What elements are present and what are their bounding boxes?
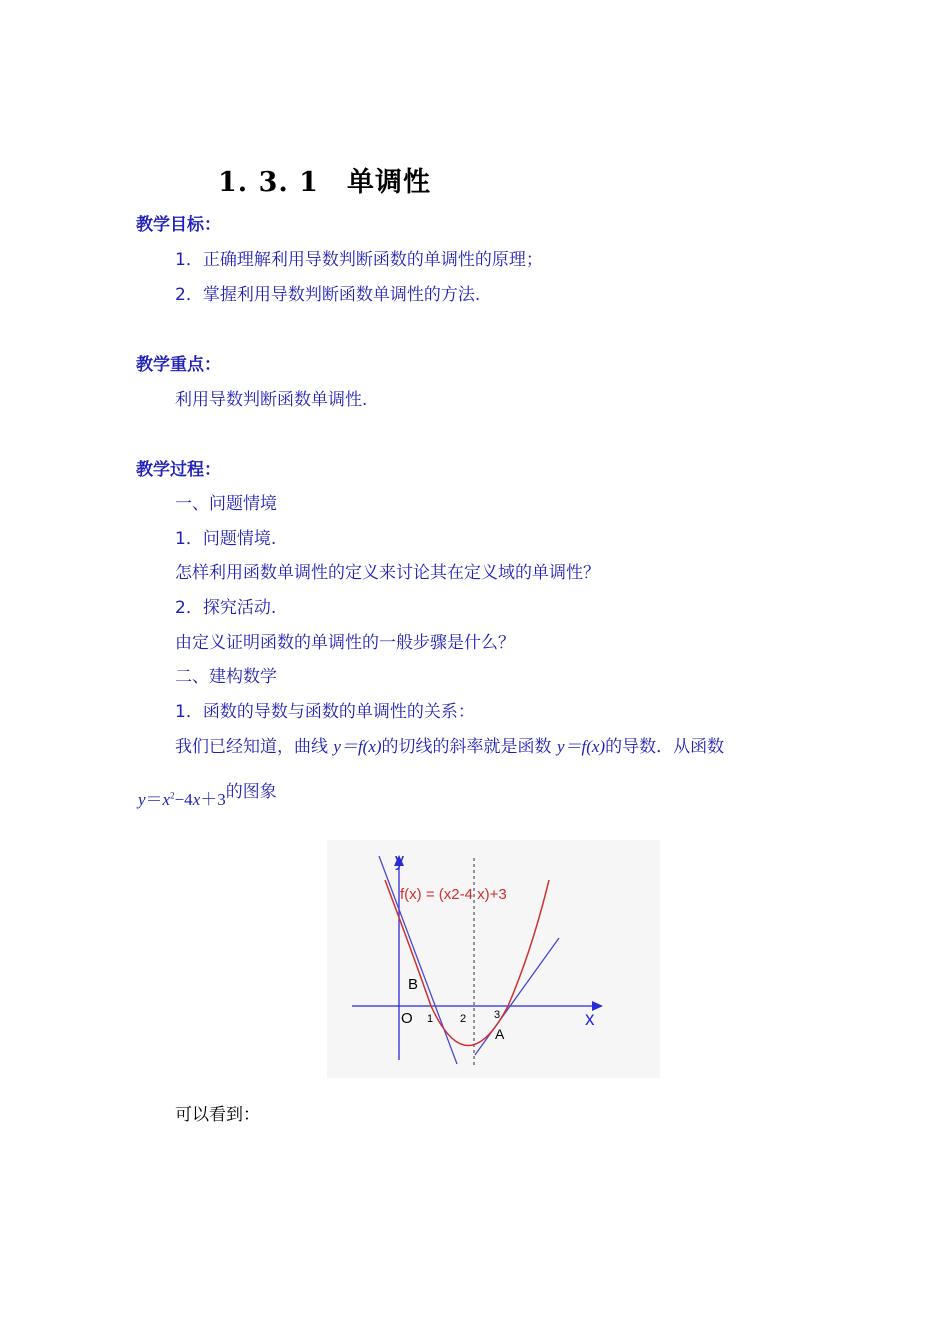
process-line: 怎样利用函数单调性的定义来讨论其在定义域的单调性？ — [175, 563, 600, 583]
objective-item-1: 1．正确理解利用导数判断函数的单调性的原理； — [175, 250, 543, 270]
process-line: 由定义证明函数的单调性的一般步骤是什么？ — [175, 633, 515, 653]
formula-op: ＋3 — [200, 790, 226, 809]
function-label: f(x) = (x2-4 x)+3 — [400, 886, 507, 903]
tick-label: 2 — [460, 1013, 467, 1025]
formula-var: y — [138, 790, 146, 809]
key-points-text: 利用导数判断函数单调性. — [175, 390, 368, 410]
formula-var: x — [192, 790, 201, 809]
tick-label: 3 — [494, 1009, 501, 1021]
tick-label: 1 — [427, 1013, 434, 1025]
point-a-label: A — [495, 1026, 505, 1042]
function-formula — [138, 782, 277, 810]
process-heading: 教学过程： — [136, 460, 221, 480]
process-line: 1．函数的导数与函数的单调性的关系： — [175, 702, 475, 722]
formula-exponent: 2 — [170, 790, 175, 801]
function-graph — [327, 840, 660, 1078]
math-expression: y＝f(x) — [333, 737, 382, 756]
tangent-sentence — [175, 732, 724, 757]
closing-text: 可以看到： — [175, 1105, 260, 1125]
process-line: 1．问题情境. — [175, 529, 277, 549]
graph-svg — [327, 840, 660, 1078]
formula-caption: 的图象 — [225, 782, 277, 802]
formula-var: x — [162, 790, 171, 809]
objective-item-2: 2．掌握利用导数判断函数单调性的方法. — [175, 285, 481, 305]
sentence-part: 的切线的斜率就是函数 — [381, 737, 557, 757]
process-line: 一、问题情境 — [175, 494, 277, 514]
formula-op: −4 — [174, 790, 193, 809]
page-title: 1. 3. 1 单调性 — [218, 167, 431, 198]
sentence-part: 的导数．从函数 — [605, 737, 725, 757]
math-expression: y＝f(x) — [556, 737, 606, 756]
formula-math — [138, 790, 226, 809]
x-axis-label: x — [585, 1009, 595, 1030]
origin-label: O — [401, 1010, 413, 1027]
point-b-label: B — [408, 976, 419, 993]
sentence-part: 我们已经知道，曲线 — [175, 737, 334, 757]
y-axis-label: y — [395, 850, 404, 870]
key-points-heading: 教学重点： — [136, 355, 221, 375]
formula-op: ＝ — [145, 790, 163, 809]
process-line: 2．探究活动. — [175, 598, 277, 618]
process-line: 二、建构数学 — [175, 667, 277, 687]
tangent-line-a — [475, 938, 559, 1055]
objectives-heading: 教学目标： — [136, 215, 221, 235]
